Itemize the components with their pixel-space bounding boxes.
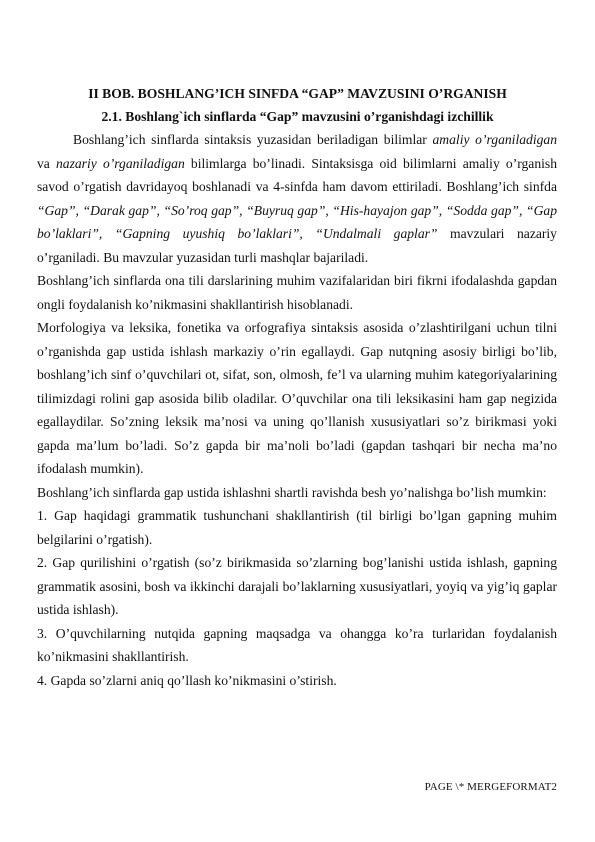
paragraph-3: Morfologiya va leksika, fonetika va orfografiya sintaksis asosida o’zlashtirilgani uchun tilni o’rganishda gap ustida ishlash markaziy o’rin egallaydi. Gap nutqning asosiy birligi bo’lib, boshlang’ich sinf o’quvchilari ot, sifat, son, olmosh, fe’l va ularning muhim kategoriyalarining tilimizdagi rolini gap asosida bilib oladilar. O’quvchilar ona tili leksikasini ham gap negizida egallaydilar. So’zning leksik ma’nosi va uning qo’llanish xususiyatlari so’z birikmasi yoki gapda ma’lum bo’ladi. So’z gapda bir ma’noli bo’ladi (gapdan tashqari bir necha ma’no ifodalash mumkin). (37, 320, 557, 476)
list-item-3: 3. O’quvchilarning nutqida gapning maqsadga va ohangga ko’ra turlaridan foydalanish ko’nikmasini shakllantirish. (37, 625, 557, 664)
p1-text-e: bilimlarga bo’linadi. Sintaksisga oid bilimlarni amaliy o’rganish savod o’rgatish davridayoq boshlanadi va 4-sinfda ham davom ettiriladi. Boshlang’ich sinfda (37, 155, 557, 194)
list-item-2: 2. Gap qurilishini o’rgatish (so’z birikmasida so’zlarning bog’lanishi ustida ishlash, gapning grammatik asosini, bosh va ikkinchi darajali bo’laklarning xususiyatlari, yoyiq va yig’iq gaplar ustida ishlash). (37, 555, 557, 617)
paragraph-4: Boshlang’ich sinflarda gap ustida ishlashni shartli ravishda besh yo’nalishga bo’lish mumkin: (37, 484, 547, 500)
p1-text-a: Boshlang’ich sinflarda sintaksis yuzasidan beriladigan bilimlar (73, 132, 433, 147)
section-title: 2.1. Boshlang`ich sinflarda “Gap” mavzusini o’rganishdagi izchillik (101, 109, 494, 124)
chapter-title: II BOB. BOSHLANG’ICH SINFDA “GAP” MAVZUSINI O’RGANISH (88, 86, 507, 101)
paragraph-1 (37, 128, 557, 269)
body-text (37, 128, 557, 692)
paragraph-2: Boshlang’ich sinflarda ona tili darslarining muhim vazifalaridan biri fikrni ifodalashda gapdan ongli foydalanish ko’nikmasini shakllantirish hisoblanadi. (37, 273, 557, 312)
list-item-1: 1. Gap haqidagi grammatik tushunchani shakllantirish (til birligi bo’lgan gapning muhim belgilarini o’rgatish). (37, 508, 557, 547)
p1-text-g: mavzulari nazariy o’rganiladi. Bu mavzular yuzasidan turli mashqlar bajariladi. (37, 226, 557, 265)
p1-text-c: va (37, 155, 56, 171)
page-footer-field: PAGE \* MERGEFORMAT2 (424, 781, 557, 793)
p1-italic-amaliy: amaliy o’rganiladigan (432, 132, 557, 147)
list-item-4: 4. Gapda so’zlarni aniq qo’llash ko’nikmasini o’stirish. (37, 672, 337, 688)
p1-italic-topics: “Gap”, “Darak gap”, “So’roq gap”, “Buyruq gap”, “His-hayajon gap”, “Sodda gap”, “Gap bo’laklari”, “Gapning uyushiq bo’laklari”, “Undalmali gaplar” (37, 202, 557, 241)
p1-italic-nazariy: nazariy o’rganiladigan (56, 155, 185, 171)
